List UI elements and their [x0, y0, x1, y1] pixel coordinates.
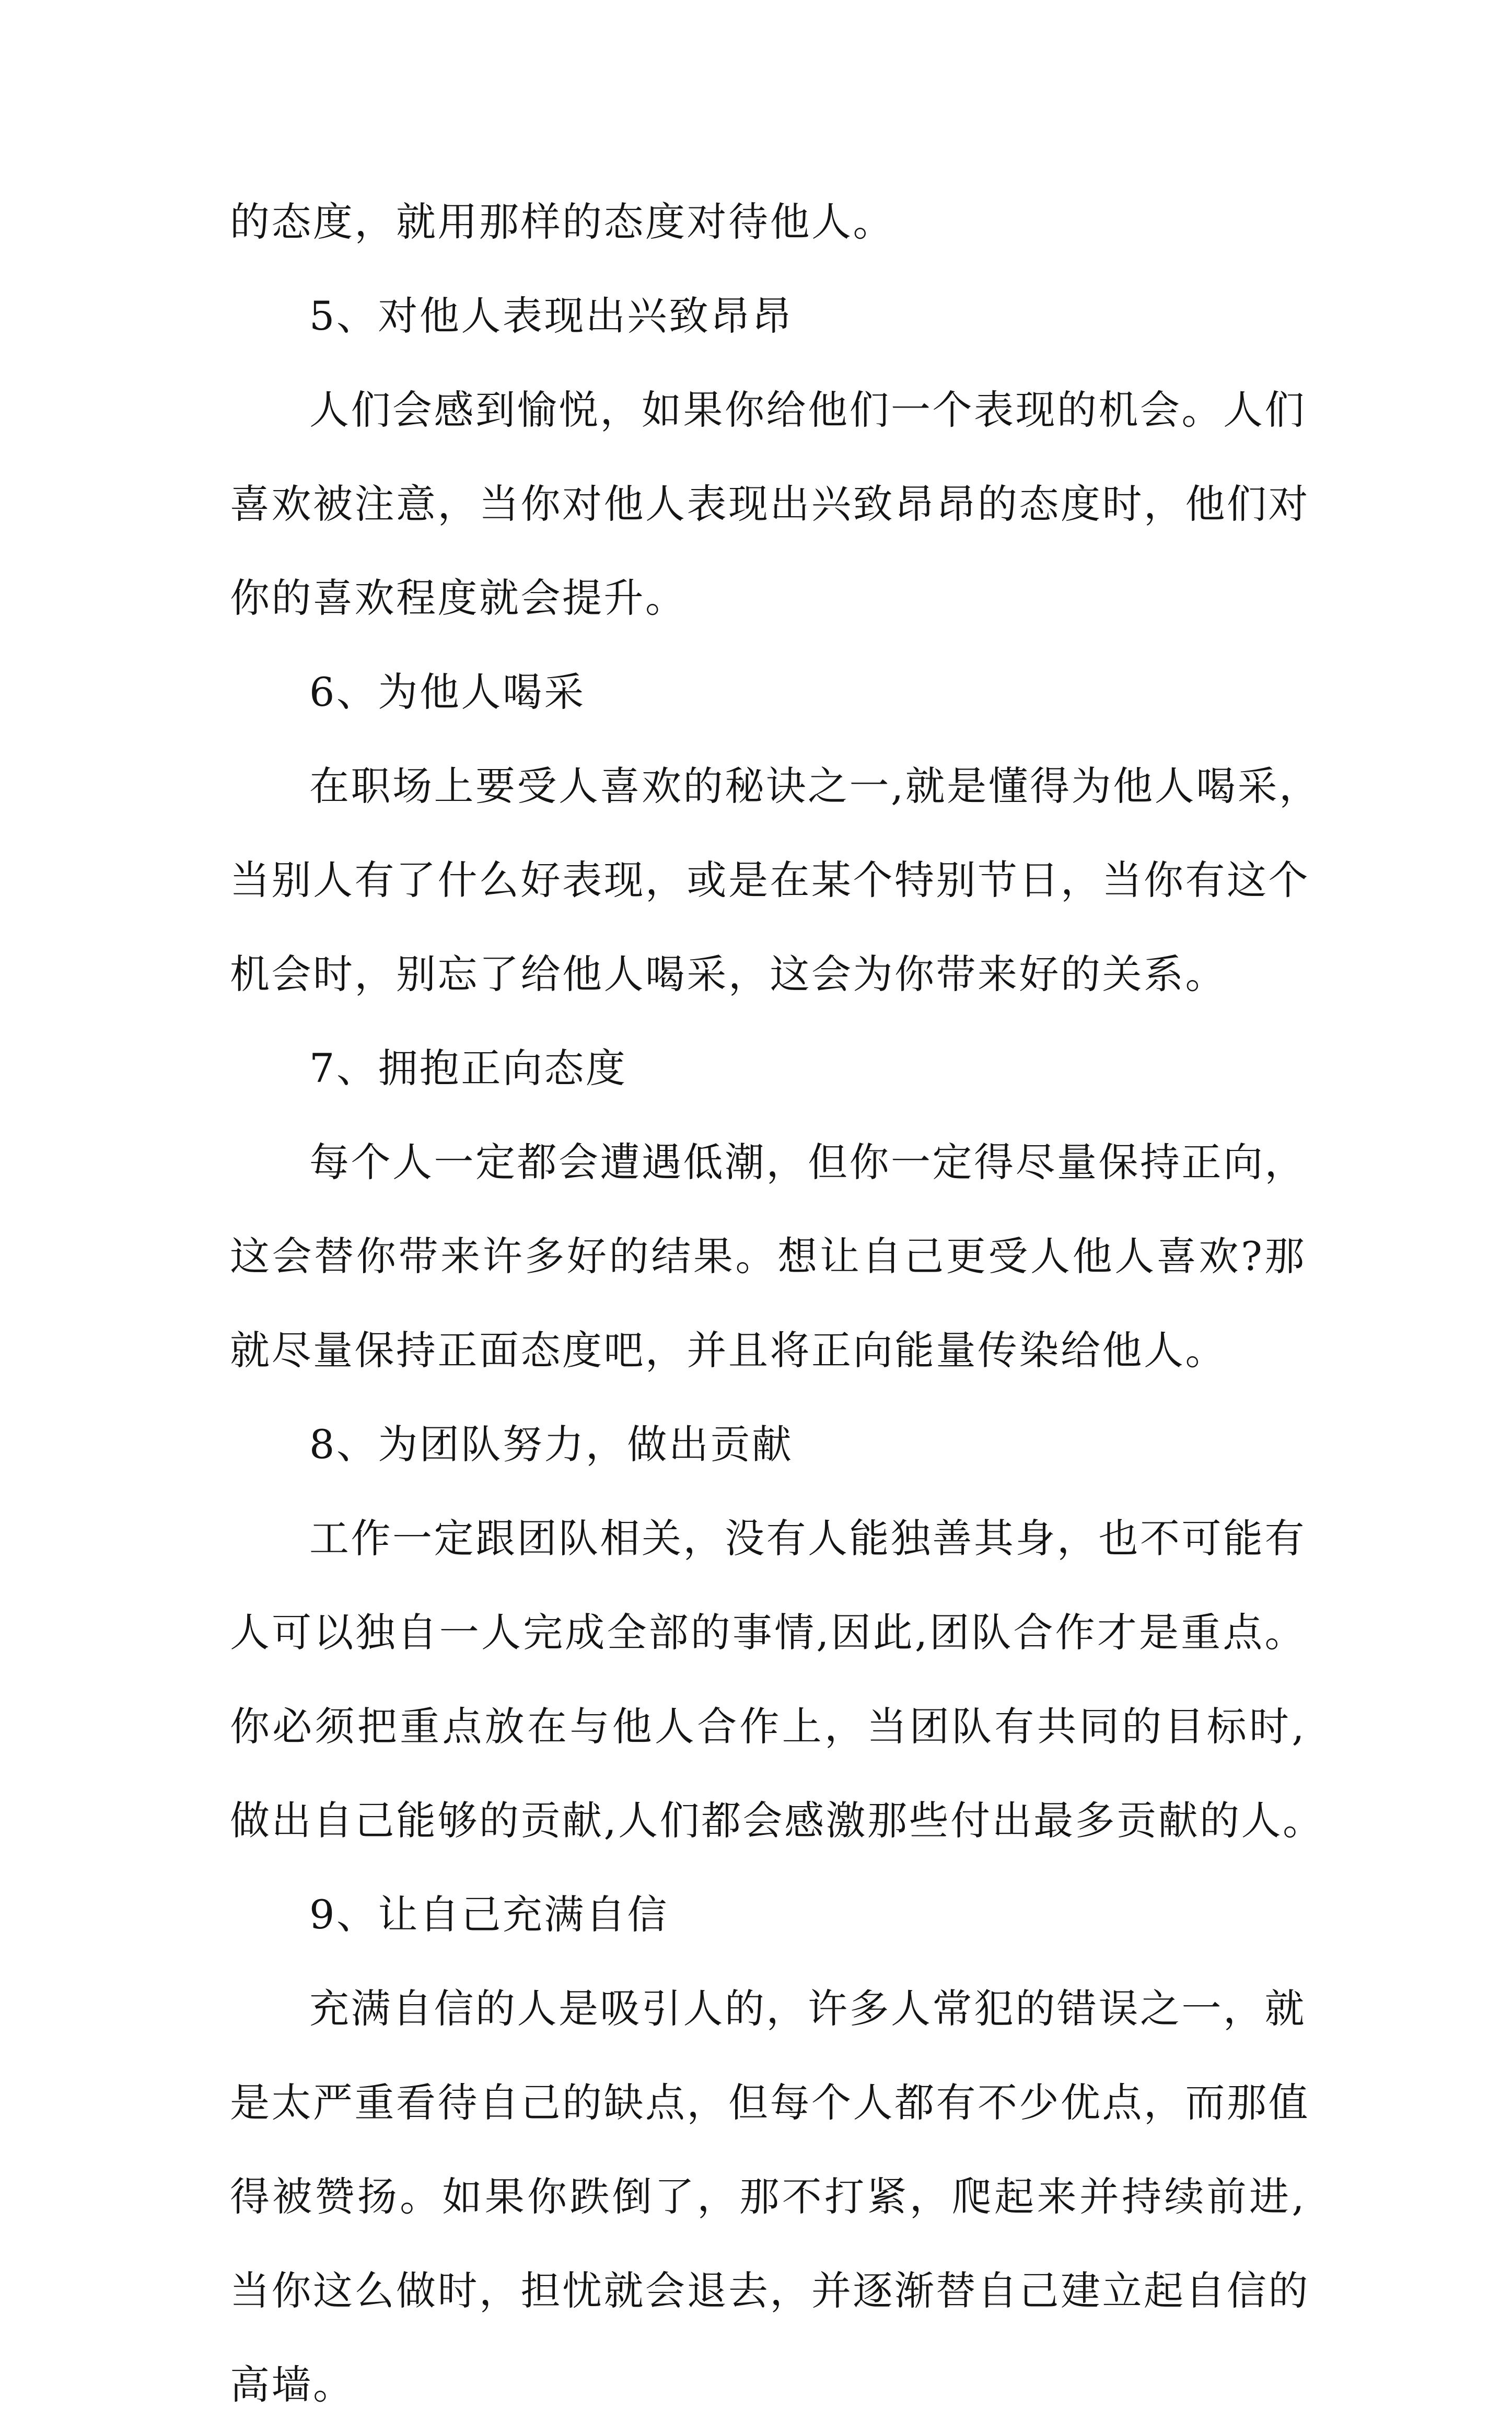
paragraph-line: 你的喜欢程度就会提升。	[230, 575, 687, 621]
section-heading-7: 7、拥抱正向态度	[309, 1045, 627, 1091]
section-heading-6: 6、为他人喝采	[309, 669, 586, 715]
paragraph-line: 充满自信的人是吸引人的，许多人常犯的错误之一，就	[309, 1985, 1306, 2032]
paragraph-line: 工作一定跟团队相关，没有人能独善其身，也不可能有	[309, 1515, 1306, 1562]
paragraph-line: 当你这么做时，担忧就会退去，并逐渐替自己建立起自信的	[230, 2267, 1310, 2314]
paragraph-line: 就尽量保持正面态度吧，并且将正向能量传染给他人。	[230, 1327, 1227, 1374]
paragraph-line: 得被赞扬。如果你跌倒了，那不打紧，爬起来并持续前进,	[230, 2173, 1306, 2220]
paragraph-line: 喜欢被注意，当你对他人表现出兴致昂昂的态度时，他们对	[230, 481, 1310, 527]
paragraph-line: 这会替你带来许多好的结果。想让自己更受人他人喜欢?那	[230, 1233, 1306, 1279]
paragraph-line: 做出自己能够的贡献,人们都会感激那些付出最多贡献的人。	[230, 1797, 1324, 1844]
section-heading-9: 9、让自己充满自信	[309, 1891, 669, 1938]
paragraph-line: 你必须把重点放在与他人合作上，当团队有共同的目标时,	[230, 1703, 1306, 1750]
document-body	[230, 175, 1324, 2432]
paragraph-line: 每个人一定都会遭遇低潮，但你一定得尽量保持正向，	[309, 1139, 1306, 1185]
section-heading-5: 5、对他人表现出兴致昂昂	[309, 293, 794, 339]
paragraph-line: 人可以独自一人完成全部的事情,因此,团队合作才是重点。	[230, 1609, 1306, 1656]
paragraph-line: 在职场上要受人喜欢的秘诀之一,就是懂得为他人喝采，	[309, 763, 1321, 809]
paragraph-line: 的态度，就用那样的态度对待他人。	[230, 199, 894, 245]
paragraph-line: 当别人有了什么好表现，或是在某个特别节日，当你有这个	[230, 857, 1310, 903]
section-heading-8: 8、为团队努力，做出贡献	[309, 1421, 794, 1468]
paragraph-line: 高墙。	[230, 2361, 355, 2408]
paragraph-line: 是太严重看待自己的缺点，但每个人都有不少优点，而那值	[230, 2079, 1310, 2126]
paragraph-line: 人们会感到愉悦，如果你给他们一个表现的机会。人们	[309, 387, 1306, 433]
paragraph-line: 机会时，别忘了给他人喝采，这会为你带来好的关系。	[230, 951, 1227, 997]
